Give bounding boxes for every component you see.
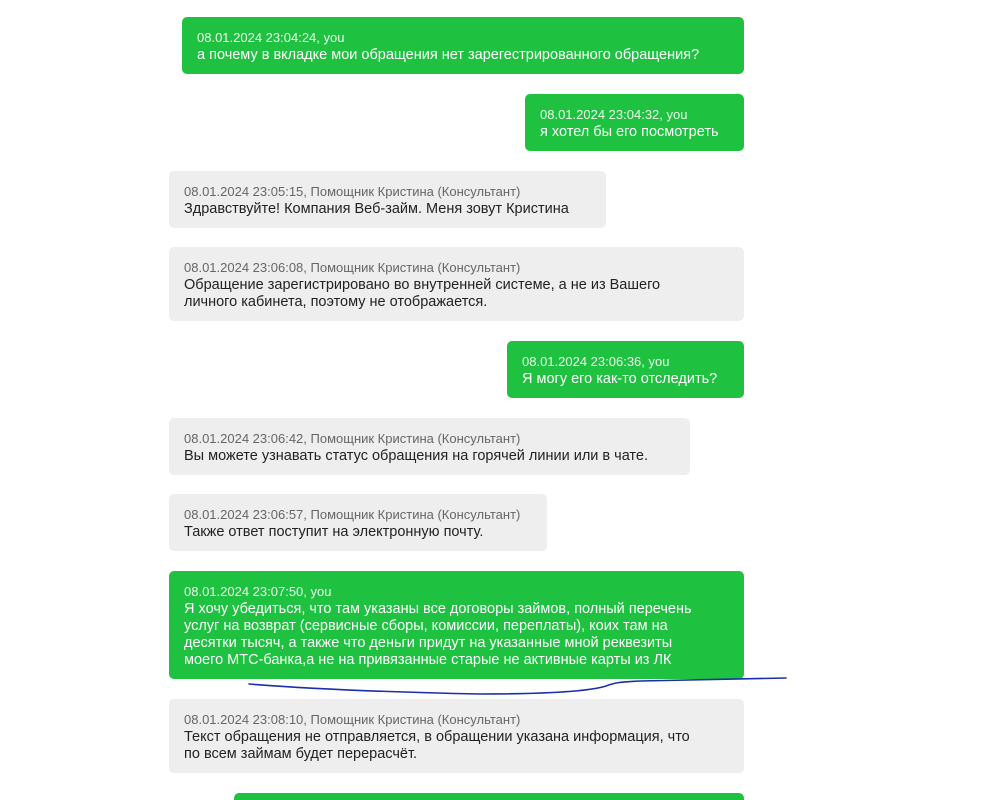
- message-text: Я могу его как-то отследить?: [522, 371, 718, 387]
- message-agent: [169, 699, 744, 773]
- message-meta: 08.01.2024 23:06:08, Помощник Кристина (Консультант): [184, 260, 521, 275]
- message-agent: [169, 247, 744, 321]
- message-meta: 08.01.2024 23:04:24, you: [197, 30, 345, 45]
- message-meta: 08.01.2024 23:04:32, you: [540, 107, 688, 122]
- message-agent: [169, 418, 690, 475]
- message-user: [169, 571, 744, 679]
- pen-stroke: [249, 678, 786, 694]
- message-user: [507, 341, 744, 398]
- message-text: Я хочу убедиться, что там указаны все договоры займов, полный перечень услуг на возврат (сервисные сборы, комиссии, переплаты), коих там на десятки тысяч, а также что деньги придут на указанные мной реквезиты моего МТС-банка,а не на привязанные старые не активные карты из ЛК: [184, 601, 692, 668]
- message-text: Также ответ поступит на электронную почту.: [184, 524, 484, 540]
- message-user: [525, 94, 744, 151]
- message-meta: 08.01.2024 23:05:15, Помощник Кристина (Консультант): [184, 184, 521, 199]
- message-text: я хотел бы его посмотреть: [540, 124, 719, 140]
- message-text: Вы можете узнавать статус обращения на горячей линии или в чате.: [184, 448, 649, 464]
- message-user-partial: [234, 793, 744, 800]
- message-agent: [169, 171, 606, 228]
- message-text: а почему в вкладке мои обращения нет зарегестрированного обращения?: [197, 47, 700, 63]
- message-meta: 08.01.2024 23:08:10, Помощник Кристина (Консультант): [184, 712, 521, 727]
- message-meta: 08.01.2024 23:07:50, you: [184, 584, 332, 599]
- message-user: [182, 17, 744, 74]
- message-text: Текст обращения не отправляется, в обращении указана информация, что по всем займам будет перерасчёт.: [184, 729, 690, 762]
- message-text: Здравствуйте! Компания Веб-займ. Меня зовут Кристина: [184, 201, 569, 217]
- message-meta: 08.01.2024 23:06:57, Помощник Кристина (Консультант): [184, 507, 521, 522]
- message-meta: 08.01.2024 23:06:36, you: [522, 354, 670, 369]
- message-text: Обращение зарегистрировано во внутренней системе, а не из Вашего личного кабинета, поэтому не отображается.: [184, 277, 661, 310]
- message-agent: [169, 494, 547, 551]
- message-meta: 08.01.2024 23:06:42, Помощник Кристина (Консультант): [184, 431, 521, 446]
